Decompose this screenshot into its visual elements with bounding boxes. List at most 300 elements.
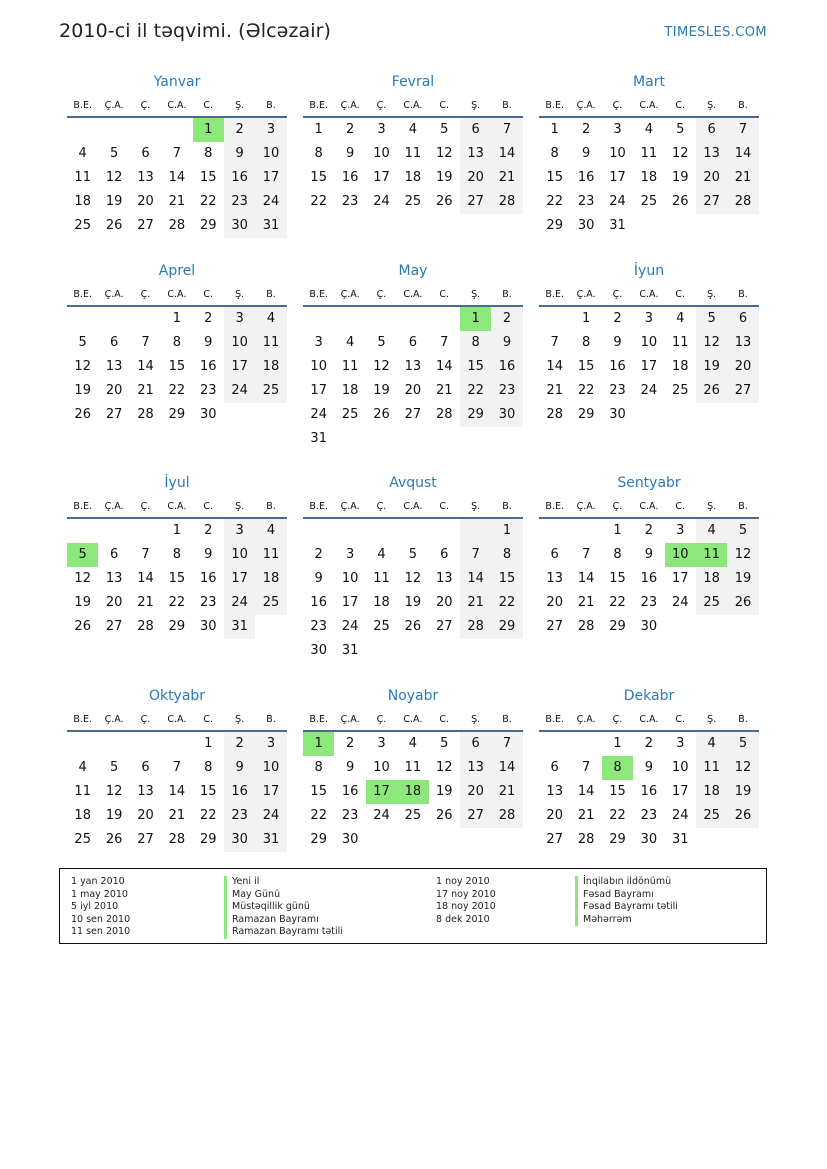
day-cell: 22 [460,379,491,403]
day-cell: 7 [172,146,181,161]
day-cell: 7 [141,335,150,350]
day-cell: 25 [74,218,91,233]
day-cell: 5 [440,122,449,137]
day-cell: 21 [727,166,758,190]
day-cell: 5 [78,335,87,350]
day-cell: 25 [373,619,390,634]
day-cell: 28 [577,619,595,634]
month-name: Oktyabr [148,688,206,704]
day-cell: 15 [577,359,595,374]
day-cell: 10 [609,146,626,161]
empty-day-cell [665,615,696,639]
month-name: Noyabr [387,688,439,704]
weekday-header [67,283,287,307]
week-row [303,591,523,615]
legend-left-dates [71,876,130,939]
empty-day-cell [255,403,286,427]
weekday-label: B. [738,99,748,111]
day-cell: 5 [109,760,119,775]
empty-day-cell [130,118,161,142]
month-3 [539,72,759,238]
day-cell: 7 [440,335,449,350]
day-cell: 26 [671,194,689,209]
day-cell: 6 [141,760,150,775]
month-7 [67,473,287,639]
day-cell: 25 [640,194,658,209]
day-cell: 20 [727,355,758,379]
day-cell: 27 [727,379,758,403]
day-cell: 12 [727,543,758,567]
week-row [539,379,759,403]
day-cell: 29 [577,407,595,422]
day-cell: 11 [255,543,286,567]
weekday-label: B. [502,99,512,111]
day-cell: 29 [609,619,626,634]
empty-day-cell [696,403,727,427]
day-cell: 2 [204,311,213,326]
day-cell: 21 [168,808,186,823]
weekday-label: B.E. [309,713,328,725]
day-cell: 25 [696,804,727,828]
day-cell: 20 [137,808,154,823]
day-cell: 21 [460,591,491,615]
day-cell: 11 [671,335,689,350]
day-cell: 9 [345,760,355,775]
empty-day-cell [727,615,758,639]
day-cell: 19 [373,383,390,398]
weekday-header [539,283,759,307]
day-cell: 2 [581,122,591,137]
week-row [539,190,759,214]
day-cell: 26 [74,619,91,634]
week-row [303,118,523,142]
week-row [67,379,287,403]
empty-day-cell [665,403,696,427]
week-row [67,780,287,804]
week-row [67,331,287,355]
legend-entry: Ramazan Bayramı tətili [232,926,343,937]
day-cell: 2 [644,523,653,538]
day-cell: 22 [199,194,217,209]
day-cell: 21 [137,383,154,398]
weekday-label: Ş. [235,500,245,512]
day-cell: 15 [310,784,327,799]
day-cell: 29 [199,218,217,233]
day-cell: 20 [435,595,453,610]
day-cell: 8 [204,146,213,161]
day-cell: 17 [671,784,689,799]
weekday-label: C.A. [403,99,423,111]
day-cell: 16 [640,571,658,586]
day-cell: 31 [671,832,689,847]
week-row [303,732,523,756]
day-cell: 12 [373,359,390,374]
day-cell: 21 [546,383,563,398]
day-cell: 5 [408,547,417,562]
day-cell: 26 [74,407,91,422]
weekday-header [303,708,523,732]
empty-day-cell [161,118,192,142]
day-cell: 4 [255,519,286,543]
weekday-label: Ç. [140,713,151,725]
day-cell: 26 [727,591,758,615]
weekday-label: B. [266,500,276,512]
weekday-header [67,94,287,118]
month-name: Yanvar [153,74,201,90]
day-cell: 10 [255,756,286,780]
day-cell: 16 [640,784,658,799]
day-cell: 27 [137,218,154,233]
day-cell: 27 [546,619,563,634]
day-cell: 6 [460,732,491,756]
week-row [303,142,523,166]
legend-entry: 8 dek 2010 [436,913,490,925]
weekday-label: C. [203,288,214,300]
month-10 [67,686,287,852]
week-row [539,307,759,331]
day-cell: 12 [696,331,727,355]
day-cell: 8 [491,543,522,567]
weekday-label: B. [738,713,748,725]
weekday-label: Ç. [612,288,623,300]
day-cell: 30 [609,407,626,422]
day-cell: 3 [377,736,386,751]
month-9 [539,473,759,639]
week-row [539,804,759,828]
legend-entry: Məhərrəm [583,913,632,925]
weekday-label: Ç. [612,99,623,111]
weekday-header [303,94,523,118]
day-cell: 24 [310,407,327,422]
empty-day-cell [366,519,397,543]
day-cell: 2 [224,732,255,756]
empty-day-cell [460,427,491,451]
day-cell: 10 [640,335,658,350]
week-row [539,142,759,166]
day-cell: 22 [546,194,563,209]
day-cell: 20 [404,383,422,398]
empty-day-cell [727,403,758,427]
day-cell: 8 [602,756,633,780]
day-cell: 21 [137,595,154,610]
weekday-label: Ç. [376,99,387,111]
empty-day-cell [696,615,727,639]
day-cell: 25 [341,407,359,422]
weekday-label: Ç.A. [104,99,124,111]
weekday-label: C. [439,713,450,725]
month-name: İyul [164,475,190,491]
day-cell: 17 [310,383,327,398]
week-row [539,756,759,780]
day-cell: 17 [341,595,359,610]
day-cell: 26 [105,832,123,847]
empty-day-cell [397,828,428,852]
month-name: Aprel [158,263,196,279]
day-cell: 29 [199,832,217,847]
day-cell: 23 [640,595,658,610]
day-cell: 20 [460,780,491,804]
day-cell: 23 [577,194,595,209]
day-cell: 18 [404,170,422,185]
day-cell: 22 [199,808,217,823]
day-cell: 24 [341,619,359,634]
week-row [539,543,759,567]
day-cell: 9 [204,547,213,562]
weekday-label: B. [502,500,512,512]
day-cell: 13 [105,571,123,586]
weekday-label: C. [675,500,686,512]
day-cell: 12 [727,756,758,780]
day-cell: 8 [550,146,559,161]
day-cell: 13 [435,571,453,586]
day-cell: 1 [613,523,622,538]
day-cell: 25 [404,194,422,209]
week-row [67,214,287,238]
day-cell: 4 [408,122,417,137]
day-cell: 8 [172,547,181,562]
day-cell: 5 [109,146,119,161]
day-cell: 31 [609,218,626,233]
day-cell: 18 [74,194,91,209]
day-cell: 18 [255,355,286,379]
day-cell: 23 [609,383,626,398]
month-1 [67,72,287,238]
day-cell: 22 [168,595,186,610]
weekday-label: Ç.A. [340,99,360,111]
week-row [539,118,759,142]
weekday-label: B. [266,99,276,111]
day-cell: 25 [696,591,727,615]
empty-day-cell [98,307,129,331]
weekday-label: C. [203,713,214,725]
week-row [67,118,287,142]
day-cell: 12 [435,146,453,161]
weekday-label: Ç. [376,288,387,300]
legend-right-dates [436,876,496,926]
day-cell: 3 [224,307,255,331]
day-cell: 18 [640,170,658,185]
day-cell: 3 [613,122,622,137]
legend-entry: Fəsad Bayramı [583,888,654,900]
day-cell: 28 [168,218,186,233]
day-cell: 19 [105,194,123,209]
day-cell: 26 [435,808,453,823]
day-cell: 9 [644,760,653,775]
day-cell: 29 [168,619,186,634]
day-cell: 8 [172,335,181,350]
legend-entry: 11 sen 2010 [71,926,131,937]
empty-day-cell [67,307,98,331]
weekday-header [303,283,523,307]
day-cell: 1 [303,732,334,756]
weekday-header [67,495,287,519]
day-cell: 28 [435,407,453,422]
day-cell: 26 [435,194,453,209]
day-cell: 12 [404,571,422,586]
day-cell: 23 [224,190,255,214]
day-cell: 28 [491,190,522,214]
week-row [303,639,523,663]
weekday-label: C.A. [167,288,187,300]
day-cell: 6 [408,335,417,350]
weekday-label: B.E. [545,288,564,300]
day-cell: 2 [204,523,213,538]
legend-entry: 17 noy 2010 [436,888,496,900]
day-cell: 30 [224,828,255,852]
day-cell: 15 [168,571,186,586]
empty-day-cell [397,639,428,663]
weekday-label: Ç.A. [340,500,360,512]
empty-day-cell [303,519,334,543]
day-cell: 23 [199,595,217,610]
day-cell: 4 [696,732,727,756]
month-11 [303,686,523,852]
day-cell: 5 [440,736,449,751]
day-cell: 24 [373,194,390,209]
day-cell: 16 [577,170,595,185]
empty-day-cell [161,732,192,756]
day-cell: 27 [137,832,154,847]
day-cell: 21 [491,780,522,804]
week-row [67,190,287,214]
day-cell: 12 [671,146,689,161]
day-cell: 13 [460,142,491,166]
day-cell: 11 [696,756,727,780]
day-cell: 2 [345,122,355,137]
day-cell: 15 [460,355,491,379]
day-cell: 25 [255,591,286,615]
day-cell: 27 [696,190,727,214]
day-cell: 29 [168,407,186,422]
day-cell: 8 [314,760,323,775]
weekday-label: Ç. [612,713,623,725]
day-cell: 15 [199,784,217,799]
week-row [67,591,287,615]
weekday-label: C. [675,713,686,725]
day-cell: 9 [345,146,355,161]
empty-day-cell [397,519,428,543]
weekday-header [303,495,523,519]
empty-day-cell [130,732,161,756]
day-cell: 27 [546,832,563,847]
day-cell: 27 [460,190,491,214]
day-cell: 27 [105,619,123,634]
empty-day-cell [366,828,397,852]
day-cell: 12 [435,760,453,775]
day-cell: 1 [581,311,591,326]
day-cell: 28 [577,832,595,847]
day-cell: 11 [74,170,91,185]
week-row [539,403,759,427]
day-cell: 14 [137,571,154,586]
day-cell: 31 [341,643,359,658]
weekday-label: Ç.A. [340,713,360,725]
week-row [67,166,287,190]
empty-day-cell [334,427,365,451]
empty-day-cell [224,403,255,427]
week-row [303,307,523,331]
weekday-label: Ç. [140,99,151,111]
day-cell: 27 [105,407,123,422]
weekday-label: Ç.A. [576,99,596,111]
day-cell: 14 [137,359,154,374]
empty-day-cell [570,732,601,756]
weekday-label: Ç. [376,713,387,725]
day-cell: 17 [255,166,286,190]
day-cell: 18 [671,359,689,374]
legend-entry: İnqilabın ildönümü [583,876,672,887]
week-row [539,591,759,615]
day-cell: 24 [224,591,255,615]
day-cell: 22 [577,383,595,398]
brand-link[interactable]: TIMESLES.COM [664,25,767,40]
legend-entry: 1 may 2010 [71,888,128,900]
day-cell: 14 [460,567,491,591]
day-cell: 18 [255,567,286,591]
weekday-label: Ş. [235,99,245,111]
day-cell: 11 [74,784,91,799]
empty-day-cell [397,427,428,451]
day-cell: 5 [67,543,98,567]
day-cell: 14 [727,142,758,166]
day-cell: 5 [727,732,758,756]
weekday-label: Ş. [707,99,717,111]
day-cell: 26 [105,218,123,233]
day-cell: 5 [696,307,727,331]
empty-day-cell [539,732,570,756]
day-cell: 8 [314,146,323,161]
day-cell: 1 [172,523,181,538]
day-cell: 29 [460,403,491,427]
month-name: Avqust [389,475,437,491]
weekday-label: B.E. [73,713,92,725]
empty-day-cell [539,307,570,331]
legend-entry: Yeni il [232,876,260,887]
week-row [67,804,287,828]
week-row [67,615,287,639]
weekday-label: B.E. [309,99,328,111]
day-cell: 30 [577,218,595,233]
weekday-label: Ç.A. [576,500,596,512]
weekday-label: Ç.A. [104,713,124,725]
weekday-label: B.E. [73,500,92,512]
day-cell: 16 [310,595,327,610]
weekday-label: Ş. [707,288,717,300]
day-cell: 28 [727,190,758,214]
day-cell: 7 [460,543,491,567]
weekday-header [539,708,759,732]
day-cell: 2 [613,311,622,326]
empty-day-cell [727,214,758,238]
empty-day-cell [98,118,129,142]
day-cell: 25 [671,383,689,398]
week-row [303,403,523,427]
empty-day-cell [460,828,491,852]
empty-day-cell [696,828,727,852]
day-cell: 21 [491,166,522,190]
legend-entry: Müstəqillik günü [232,901,310,912]
day-cell: 11 [696,543,727,567]
day-cell: 11 [341,359,359,374]
day-cell: 18 [397,780,428,804]
day-cell: 27 [460,804,491,828]
day-cell: 18 [341,383,359,398]
day-cell: 24 [671,595,689,610]
day-cell: 7 [491,732,522,756]
empty-day-cell [429,639,460,663]
day-cell: 3 [224,519,255,543]
week-row [67,403,287,427]
